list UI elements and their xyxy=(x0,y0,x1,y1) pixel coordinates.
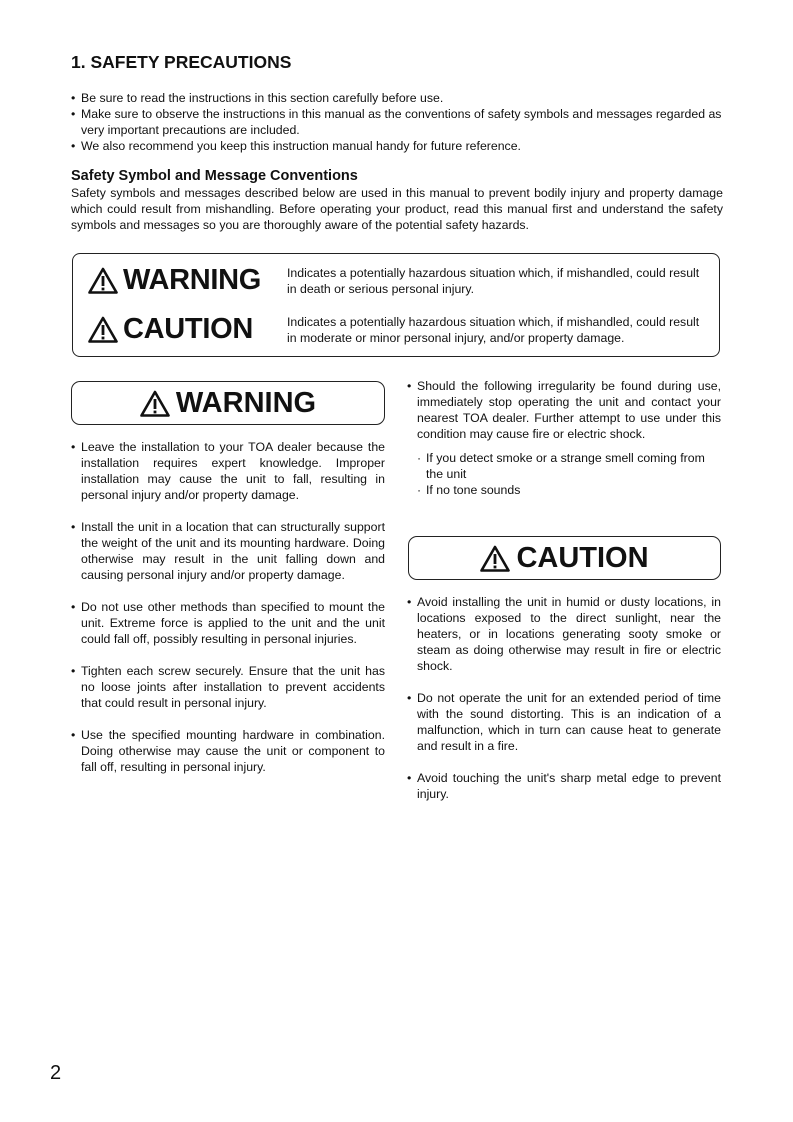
signal-row-warning xyxy=(88,264,261,297)
warning-list xyxy=(71,439,385,791)
caution-triangle-icon xyxy=(480,545,510,572)
caution-item: • Avoid installing the unit in humid or dusty locations, in locations exposed to the direct sunlight, near the heaters, or in locations generating sooty smoke or steam as doing otherwise may result in fire or electric shock. xyxy=(407,594,721,674)
irregularity-sub-item: · If you detect smoke or a strange smell coming from the unit xyxy=(417,450,721,482)
caution-item: • Do not operate the unit for an extended period of time with the sound distorting. This is an indication of a malfunction, which in turn can cause heat to generate and result in a fire. xyxy=(407,690,721,754)
irregularity-sub-list xyxy=(417,450,721,498)
signal-word-caution: CAUTION xyxy=(123,313,254,345)
warning-irregularity-item xyxy=(407,378,721,498)
caution-heading-box xyxy=(408,536,721,580)
intro-bullet: • Make sure to observe the instructions in this manual as the conventions of safety symbols and messages regarded as very important precautions are included. xyxy=(71,106,723,138)
warning-triangle-icon xyxy=(140,390,170,417)
warning-item: • Do not use other methods than specified to mount the unit. Extreme force is applied to the unit and the unit could fall off, possibly resulting in personal injuries. xyxy=(71,599,385,647)
warning-item: • Install the unit in a location that can structurally support the weight of the unit and its mounting hardware. Doing otherwise may result in the unit falling down and causing personal injury and/or property damage. xyxy=(71,519,385,583)
intro-bullet: • We also recommend you keep this instruction manual handy for future reference. xyxy=(71,138,723,154)
warning-irregularity-list xyxy=(407,378,721,498)
section-title: 1. SAFETY PRECAUTIONS xyxy=(71,52,292,72)
warning-item: • Use the specified mounting hardware in combination. Doing otherwise may cause the unit or component to fall off, resulting in personal injury. xyxy=(71,727,385,775)
warning-irregularity-text: Should the following irregularity be found during use, immediately stop operating the unit and contact your nearest TOA dealer. Further attempt to use under this condition may cause fire or electric shock. xyxy=(417,379,721,441)
signal-word-box xyxy=(72,253,720,357)
conventions-title: Safety Symbol and Message Conventions xyxy=(71,168,358,184)
warning-heading-box xyxy=(71,381,385,425)
caution-heading: CAUTION xyxy=(516,541,649,574)
warning-item: • Tighten each screw securely. Ensure that the unit has no loose joints after installation to prevent accidents that could result in personal injury. xyxy=(71,663,385,711)
signal-row-caution xyxy=(88,313,253,346)
caution-triangle-icon xyxy=(88,316,118,343)
caution-item: • Avoid touching the unit's sharp metal edge to prevent injury. xyxy=(407,770,721,802)
caution-list xyxy=(407,594,721,818)
signal-desc-warning: Indicates a potentially hazardous situation which, if mishandled, could result in death or serious personal injury. xyxy=(287,266,700,296)
warning-triangle-icon xyxy=(88,267,118,294)
conventions-text: Safety symbols and messages described below are used in this manual to prevent bodily injury and property damage which could result from mishandling. Before operating your product, read this manual first and understand the safety symbols and messages so you are thoroughly aware of the potential safety hazards. xyxy=(71,186,723,232)
page-number: 2 xyxy=(50,1062,62,1084)
irregularity-sub-item: · If no tone sounds xyxy=(417,482,721,498)
signal-desc-caution: Indicates a potentially hazardous situation which, if mishandled, could result in moderate or minor personal injury, and/or property damage. xyxy=(287,315,700,345)
signal-word-warning: WARNING xyxy=(123,264,262,296)
warning-heading: WARNING xyxy=(175,386,317,419)
warning-item: • Leave the installation to your TOA dealer because the installation requires expert knowledge. Improper installation may cause the unit to fall, resulting in personal injury and/or property damage. xyxy=(71,439,385,503)
intro-bullet: • Be sure to read the instructions in this section carefully before use. xyxy=(71,90,723,106)
intro-bullet-list xyxy=(71,90,723,154)
